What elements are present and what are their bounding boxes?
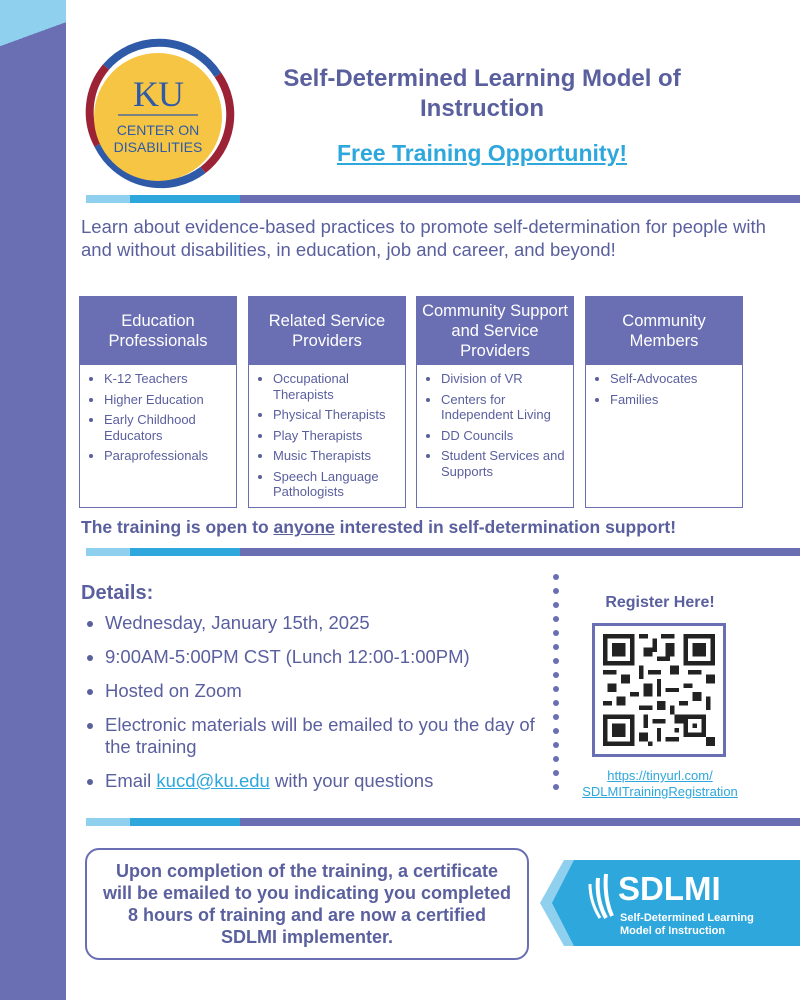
open-to-anyone-text	[81, 517, 771, 538]
list-item: • Division of VR	[441, 371, 569, 387]
qr-code-icon	[603, 634, 715, 746]
column-heading: Education Professionals	[80, 297, 236, 365]
list-item: • Families	[610, 392, 738, 408]
list-item: • Physical Therapists	[273, 407, 401, 423]
divider-top-light	[86, 195, 130, 203]
audience-column-community-members	[585, 296, 743, 508]
list-item: • Paraprofessionals	[104, 448, 232, 464]
logo-emblem-icon	[78, 35, 238, 195]
register-heading: Register Here!	[605, 594, 715, 611]
sdlmi-badge-sub1: Self-Determined Learning	[620, 912, 754, 924]
open-line-end: interested in self-determination support!	[334, 517, 677, 537]
list-item: • Self-Advocates	[610, 371, 738, 387]
list-item: • Play Therapists	[273, 428, 401, 444]
free-training-heading: Free Training Opportunity!	[336, 140, 628, 166]
dotted-separator	[553, 574, 559, 796]
certificate-notice: Upon completion of the training, a certificate will be emailed to you indicating you completed 8 hours of training and are now a certified SDLMI implementer.	[85, 848, 529, 960]
intro-text: Learn about evidence-based practices to promote self-determination for people with and without disabilities, in education, job and career, and beyond!	[81, 216, 766, 260]
list-item: • Centers for Independent Living	[441, 392, 569, 423]
list-item: • Student Services and Supports	[441, 448, 569, 479]
logo-center-text: CENTER ON DISABILITIES	[113, 122, 203, 155]
list-item: • K-12 Teachers	[104, 371, 232, 387]
email-prefix: Email	[105, 770, 157, 791]
list-item: • Music Therapists	[273, 448, 401, 464]
details-list	[81, 612, 565, 804]
divider-bottom-purple	[240, 818, 800, 826]
left-accent-stripe	[0, 0, 66, 60]
divider-middle-light	[86, 548, 130, 556]
registration-qr-code[interactable]	[592, 623, 726, 757]
ku-logo	[78, 35, 238, 195]
detail-host: • Hosted on Zoom	[105, 680, 565, 702]
divider-middle-purple	[240, 548, 800, 556]
detail-email	[105, 770, 565, 792]
sdlmi-logo-badge	[540, 860, 800, 946]
email-link[interactable]: kucd@ku.edu	[156, 770, 270, 791]
registration-link-line1: https://tinyurl.com/	[607, 768, 713, 783]
detail-time: • 9:00AM-5:00PM CST (Lunch 12:00-1:00PM)	[105, 646, 565, 668]
left-accent-band	[0, 0, 66, 1000]
detail-date: • Wednesday, January 15th, 2025	[105, 612, 565, 634]
list-item: • DD Councils	[441, 428, 569, 444]
audience-column-related-service	[248, 296, 406, 508]
sdlmi-badge-sub2: Model of Instruction	[620, 925, 726, 937]
audience-column-education	[79, 296, 237, 508]
audience-column-community-support	[416, 296, 574, 508]
column-heading: Related Service Providers	[249, 297, 405, 365]
detail-materials: • Electronic materials will be emailed to you the day of the training	[105, 714, 565, 758]
email-suffix: with your questions	[269, 770, 434, 791]
divider-top-purple	[240, 195, 800, 203]
open-line-start: The training is open to	[81, 517, 274, 537]
registration-link-line2: SDLMITrainingRegistration	[582, 784, 738, 799]
divider-bottom-cyan	[130, 818, 240, 826]
column-heading: Community Members	[586, 297, 742, 365]
registration-link[interactable]	[560, 768, 760, 800]
page-title: Self-Determined Learning Model of Instruction	[283, 65, 681, 122]
logo-ku-text: KU	[133, 74, 183, 114]
details-heading: Details:	[81, 582, 154, 604]
list-item: • Speech Language Pathologists	[273, 469, 401, 500]
list-item: • Higher Education	[104, 392, 232, 408]
divider-middle-cyan	[130, 548, 240, 556]
list-item: • Early Childhood Educators	[104, 412, 232, 443]
sdlmi-badge-subtitle	[620, 912, 754, 938]
list-item: • Occupational Therapists	[273, 371, 401, 402]
divider-top-cyan	[130, 195, 240, 203]
column-heading: Community Support and Service Providers	[417, 297, 573, 365]
sdlmi-badge-title: SDLMI	[618, 870, 721, 907]
open-line-emphasis: anyone	[273, 517, 335, 537]
divider-bottom-light	[86, 818, 130, 826]
